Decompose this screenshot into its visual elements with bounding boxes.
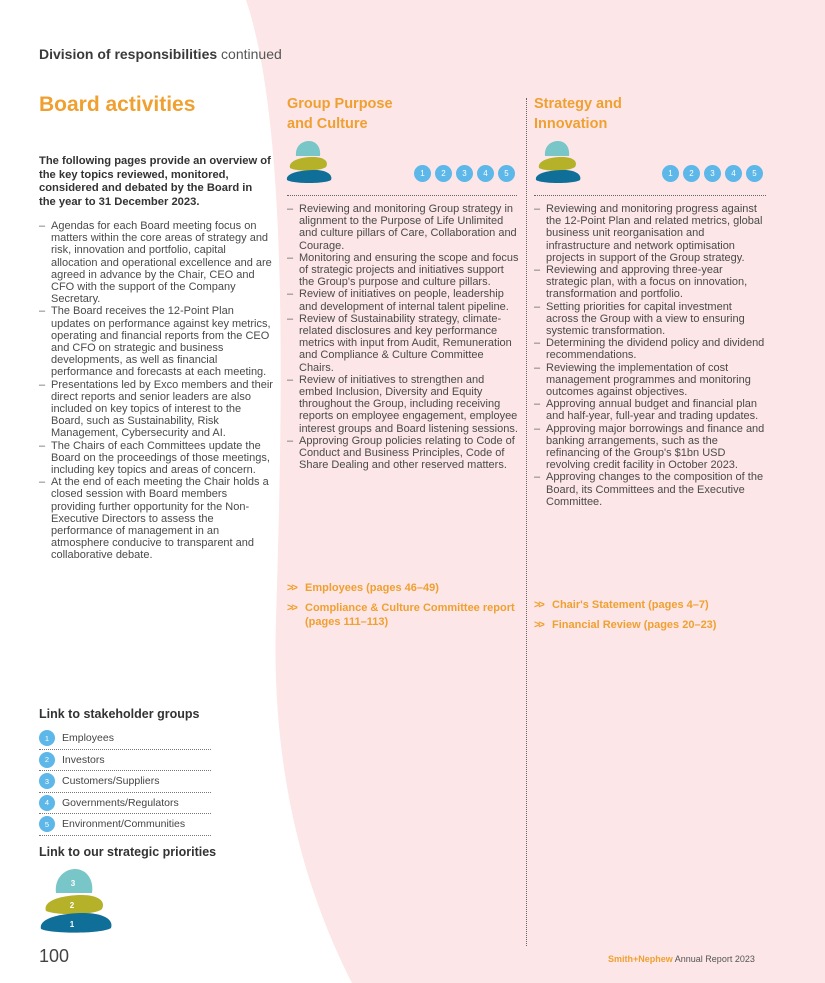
board-activities-list: [39, 220, 273, 562]
list-item: – Approving major borrowings and finance and banking arrangements, such as the refinancing of the Group's $1bn USD revolving credit facility in October 2023.: [534, 423, 766, 472]
vertical-dotted-divider: [526, 98, 527, 946]
report-name: Annual Report 2023: [674, 954, 755, 964]
stakeholder-label: Customers/Suppliers: [62, 775, 160, 788]
link-label: Compliance & Culture Committee report (pages 111–113): [305, 602, 515, 628]
stakeholder-item: [39, 728, 211, 750]
stakeholder-badge: 3: [704, 165, 721, 182]
title-line: and Culture: [287, 116, 368, 132]
stakeholder-badge: 2: [435, 165, 452, 182]
list-item: – Review of initiatives on people, leadership and development of internal talent pipeline.: [287, 288, 519, 312]
list-item: – The Chairs of each Committees update the Board on the proceedings of those meetings, including key topics and areas of concern.: [39, 440, 273, 477]
stakeholder-badge: 2: [39, 752, 55, 768]
stakeholder-badge: 3: [456, 165, 473, 182]
strategic-priorities-title: Link to our strategic priorities: [39, 845, 217, 859]
financial-review-link[interactable]: [534, 618, 764, 632]
stakeholder-item: [39, 771, 211, 793]
stakeholder-badge: 1: [39, 730, 55, 746]
footer-report-title: [608, 954, 755, 964]
list-item: – The Board receives the 12-Point Plan updates on performance against key metrics, operating and financial reports from the CEO and CFO on strategic and business developments, as well as financial performance and forecasts at each meeting.: [39, 305, 273, 378]
strategic-priorities-stack-icon: [38, 866, 114, 934]
list-item: – Presentations led by Exco members and their direct reports and senior leaders are also included on key topics of interest to the Board, such as Sustainability, Risk Management, Cybersecurity and AI.: [39, 379, 273, 440]
group-purpose-title: [287, 94, 487, 134]
strategy-innovation-links: [534, 598, 764, 632]
link-label: Chair's Statement (pages 4–7): [552, 599, 709, 611]
strategy-innovation-list: [534, 203, 766, 508]
section-label-bold: Division of responsibilities: [39, 46, 218, 62]
list-item: – Approving Group policies relating to Code of Conduct and Business Principles, Code of Share Dealing and other reserved matters.: [287, 435, 519, 472]
stakeholder-badge: 4: [39, 795, 55, 811]
double-chevron-right-icon: >>: [534, 619, 543, 631]
list-item: – Determining the dividend policy and dividend recommendations.: [534, 337, 766, 361]
stakeholder-groups-list: [39, 728, 211, 836]
list-item: – Review of initiatives to strengthen and embed Inclusion, Diversity and Equity throughout the Group, including receiving reports on employee engagement, employee interest groups and Board listening sessions.: [287, 374, 519, 435]
stakeholder-badge: 2: [683, 165, 700, 182]
list-item: – Reviewing and monitoring progress against the 12-Point Plan and related metrics, global business unit reorganisation and infrastructure and network optimisation projects in support of the Group strategy.: [534, 203, 766, 264]
section-label-continued: continued: [221, 46, 282, 62]
brand-name: Smith+Nephew: [608, 954, 673, 964]
stakeholder-badge: 1: [662, 165, 679, 182]
strategy-innovation-title: [534, 94, 734, 134]
priority-level: 2: [69, 901, 75, 910]
group-purpose-links: [287, 581, 517, 629]
section-label: [39, 46, 282, 62]
title-line: Strategy and: [534, 96, 622, 112]
stakeholder-badge: 5: [746, 165, 763, 182]
stakeholder-badge: 4: [477, 165, 494, 182]
stakeholder-item: [39, 814, 211, 836]
stakeholder-label: Environment/Communities: [62, 818, 186, 831]
stacked-stones-icon: [285, 140, 333, 184]
stakeholder-label: Investors: [62, 753, 105, 766]
list-item: – Approving annual budget and financial plan and half-year, full-year and trading updates.: [534, 398, 766, 422]
stacked-stones-icon: [534, 140, 582, 184]
list-item: – Review of Sustainability strategy, climate-related disclosures and key performance metrics with input from Audit, Remuneration and Compliance & Culture Committee Chairs.: [287, 313, 519, 374]
stakeholder-label: Governments/Regulators: [62, 796, 179, 809]
list-item: – Agendas for each Board meeting focus on matters within the core areas of strategy and risk, innovation and portfolio, capital allocation and operational excellence and are agreed in advance by the Chair, CEO and CFO with the support of the Company Secretary.: [39, 220, 273, 305]
stakeholder-item: [39, 793, 211, 815]
priority-level: 1: [69, 920, 75, 929]
list-item: – Reviewing and monitoring Group strategy in alignment to the Purpose of Life Unlimited and culture pillars of Care, Collaboration and Courage.: [287, 203, 519, 252]
list-item: – Setting priorities for capital investment across the Group with a view to ensuring systemic transformation.: [534, 301, 766, 338]
stakeholder-badge: 5: [498, 165, 515, 182]
group-purpose-list: [287, 203, 519, 471]
link-label: Financial Review (pages 20–23): [552, 619, 717, 631]
stakeholder-badge: 1: [414, 165, 431, 182]
double-chevron-right-icon: >>: [287, 582, 296, 594]
stakeholder-badge: 3: [39, 773, 55, 789]
employees-link[interactable]: [287, 581, 517, 595]
chairs-statement-link[interactable]: [534, 598, 764, 612]
column-divider: [287, 195, 517, 196]
link-label: Employees (pages 46–49): [305, 582, 439, 594]
list-item: – Monitoring and ensuring the scope and focus of strategic projects and initiatives support the Group's purpose and culture pillars.: [287, 252, 519, 289]
compliance-culture-link[interactable]: [287, 601, 517, 629]
stakeholder-item: [39, 750, 211, 772]
list-item: – Approving changes to the composition of the Board, its Committees and the Executive Committee.: [534, 471, 766, 508]
list-item: – Reviewing and approving three-year strategic plan, with a focus on innovation, transformation and portfolio.: [534, 264, 766, 301]
page-number: 100: [39, 946, 70, 966]
stakeholder-badge: 5: [39, 816, 55, 832]
stakeholder-badges: [414, 165, 515, 182]
stakeholder-badges: [662, 165, 763, 182]
stakeholder-groups-title: Link to stakeholder groups: [39, 707, 200, 721]
double-chevron-right-icon: >>: [287, 602, 296, 614]
title-line: Innovation: [534, 116, 608, 132]
board-activities-title: Board activities: [39, 93, 196, 116]
title-line: Group Purpose: [287, 96, 393, 112]
list-item: – Reviewing the implementation of cost management programmes and monitoring outcomes against objectives.: [534, 362, 766, 399]
stakeholder-label: Employees: [62, 732, 114, 745]
priority-level: 3: [70, 879, 76, 888]
column-divider: [534, 195, 766, 196]
double-chevron-right-icon: >>: [534, 599, 543, 611]
list-item: – At the end of each meeting the Chair holds a closed session with Board members providing further opportunity for the Non-Executive Directors to assess the performance of management in an atmosphere conducive to transparent and collaborative debate.: [39, 476, 273, 561]
stakeholder-badge: 4: [725, 165, 742, 182]
intro-paragraph: The following pages provide an overview of the key topics reviewed, monitored, considered and debated by the Board in the year to 31 December 2023.: [39, 155, 271, 208]
